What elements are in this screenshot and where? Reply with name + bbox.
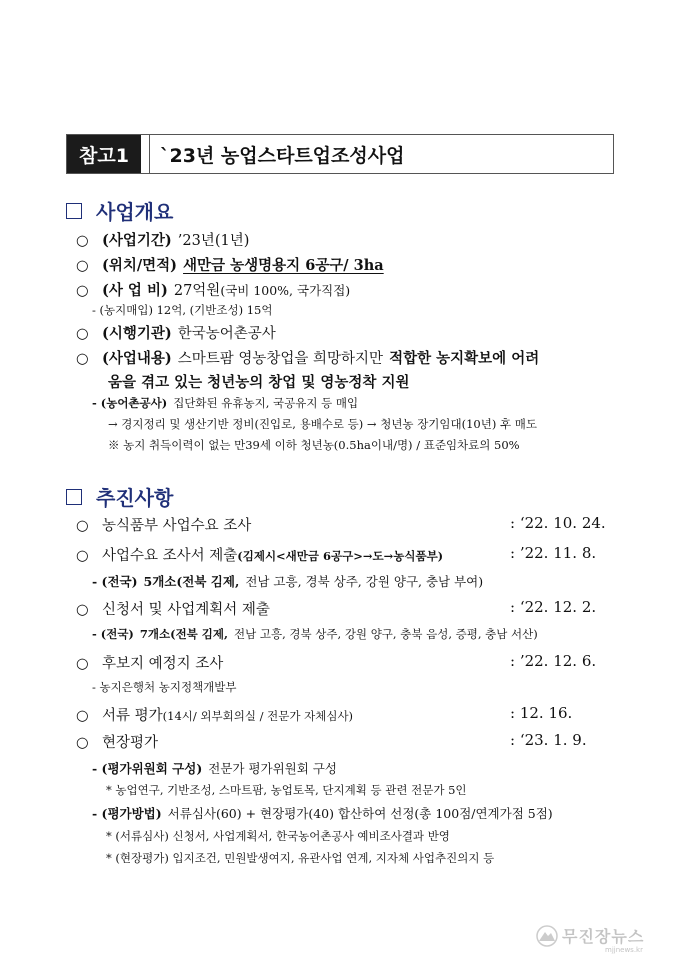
square-bullet-icon	[66, 489, 82, 505]
watermark-text: 무진장뉴스	[562, 927, 645, 946]
mountain-logo-icon	[536, 925, 558, 947]
overview-process-arrow: → 경지정리 및 생산기반 정비(진입로, 용배수로 등) → 청년농 장기임대(10년) 후 매도	[108, 417, 537, 431]
watermark-url: mjjnews.kr	[605, 946, 643, 954]
circle-bullet-icon: ○	[76, 602, 89, 618]
overview-agency: ○ (시행기관) 한국농어촌공사	[76, 325, 276, 342]
progress-application: ○ 신청서 및 사업계획서 제출	[76, 602, 270, 618]
section-heading-overview	[66, 196, 173, 225]
progress-committee: - (평가위원회 구성) 전문가 평가위원회 구성	[92, 761, 337, 776]
date-demand-survey: : ‘22. 10. 24.	[510, 514, 606, 532]
circle-bullet-icon: ○	[76, 283, 89, 299]
section-heading-text: 사업개요	[96, 200, 174, 224]
circle-bullet-icon: ○	[76, 233, 89, 249]
overview-budget: ○ (사 업 비) 27억원(국비 100%, 국가직접)	[76, 282, 351, 299]
overview-content-cont: 움을 겪고 있는 청년농의 창업 및 영농정착 지원	[108, 374, 410, 391]
date-doc-review: : 12. 16.	[510, 704, 573, 722]
progress-demand-survey: ○ 농식품부 사업수요 조사	[76, 518, 252, 534]
date-demand-submit: : ’22. 11. 8.	[510, 544, 597, 562]
circle-bullet-icon: ○	[76, 258, 89, 274]
progress-method-note-2: * (현장평가) 입지조건, 민원발생여지, 유관사업 연계, 지자체 사업추진의지 등	[106, 851, 495, 865]
title-tag: 참고1	[67, 135, 141, 173]
overview-note: ※ 농지 취득이력이 없는 만39세 이하 청년농(0.5ha이내/명) / 표준임차료의 50%	[108, 438, 520, 452]
overview-location: ○ (위치/면적) 새만금 농생명용지 6공구/ 3ha	[76, 257, 384, 274]
progress-field-review: ○ 현장평가	[76, 735, 159, 751]
square-bullet-icon	[66, 203, 82, 219]
circle-bullet-icon: ○	[76, 351, 89, 367]
progress-nationwide-7: - (전국) 7개소(전북 김제, 전남 고흥, 경북 상주, 강원 양구, 충북 음성, 증평, 충남 서산)	[92, 627, 538, 641]
title-divider	[141, 135, 150, 173]
progress-method-note-1: * (서류심사) 신청서, 사업계획서, 한국농어촌공사 예비조사결과 반영	[106, 829, 450, 843]
progress-site-survey-detail: - 농지은행처 농지정책개발부	[92, 680, 237, 694]
overview-budget-detail: - (농지매입) 12억, (기반조성) 15억	[92, 303, 273, 317]
date-field-review: : ‘23. 1. 9.	[510, 731, 587, 749]
progress-method: - (평가방법) 서류심사(60) + 현장평가(40) 합산하여 선정(총 100점/연계가점 5점)	[92, 806, 553, 821]
overview-krc: - (농어촌공사) 집단화된 유휴농지, 국공유지 등 매입	[92, 396, 359, 410]
circle-bullet-icon: ○	[76, 548, 89, 564]
circle-bullet-icon: ○	[76, 326, 89, 342]
progress-site-survey: ○ 후보지 예정지 조사	[76, 656, 224, 672]
date-site-survey: : ’22. 12. 6.	[510, 652, 597, 670]
circle-bullet-icon: ○	[76, 518, 89, 534]
progress-doc-review: ○ 서류 평가(14시/ 외부회의실 / 전문가 자체심사)	[76, 708, 354, 724]
progress-nationwide-5: - (전국) 5개소(전북 김제, 전남 고흥, 경북 상주, 강원 양구, 충남 부여)	[92, 574, 484, 589]
section-heading-text: 추진사항	[96, 486, 174, 510]
circle-bullet-icon: ○	[76, 735, 89, 751]
circle-bullet-icon: ○	[76, 708, 89, 724]
date-application: : ‘22. 12. 2.	[510, 598, 597, 616]
progress-committee-note: * 농업연구, 기반조성, 스마트팜, 농업토목, 단지계획 등 관련 전문가 5인	[106, 783, 467, 797]
circle-bullet-icon: ○	[76, 656, 89, 672]
page-title: `23년 농업스타트업조성사업	[160, 144, 405, 167]
progress-demand-submit: ○ 사업수요 조사서 제출(김제시<새만금 6공구>→도→농식품부)	[76, 548, 444, 564]
overview-period: ○ (사업기간) ’23년(1년)	[76, 232, 250, 249]
overview-content: ○ (사업내용) 스마트팜 영농창업을 희망하지만 적합한 농지확보에 어려	[76, 350, 540, 367]
section-heading-progress	[66, 482, 173, 511]
watermark	[536, 924, 644, 947]
title-box	[66, 134, 614, 174]
